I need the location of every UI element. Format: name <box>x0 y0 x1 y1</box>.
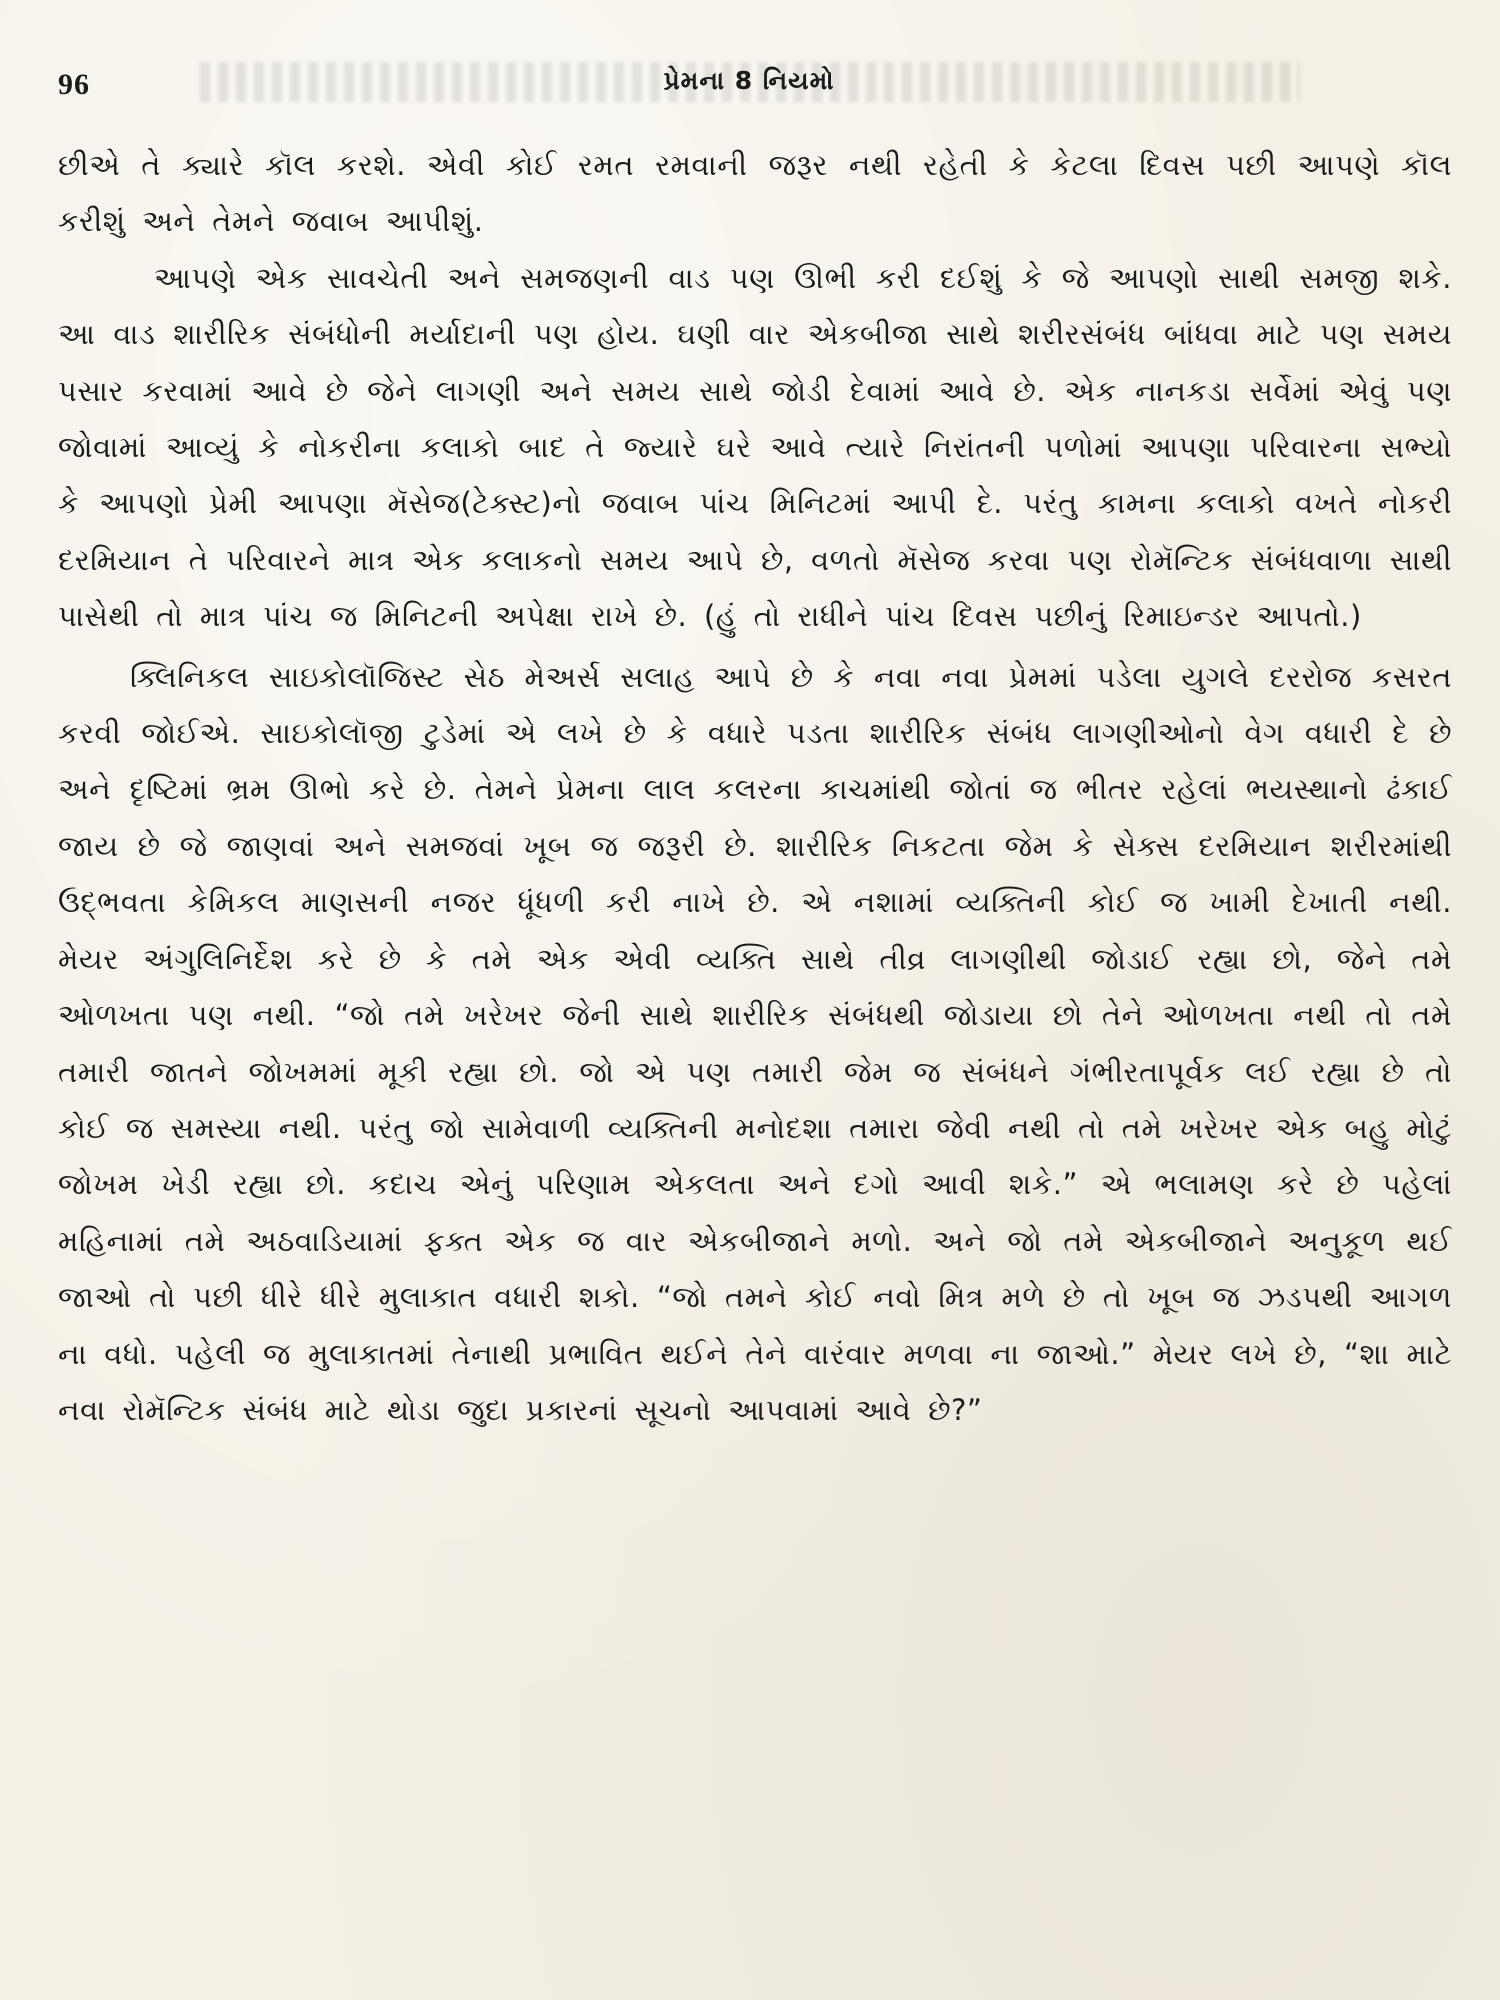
body-text <box>58 137 1452 1987</box>
paragraph: આપણે એક સાવચેતી અને સમજણની વાડ પણ ઊભી કરી દઈશું કે જે આપણો સાથી સમજી શકે. આ વાડ શારીરિક સંબંધોની મર્યાદાની પણ હોય. ઘણી વાર એકબીજા સાથે શરીરસંબંધ બાંધવા માટે પણ સમય પસાર કરવામાં આવે છે જેને લાગણી અને સમય સાથે જોડી દેવામાં આવે છે. એક નાનકડા સર્વેમાં એવું પણ જોવામાં આવ્યું કે નોકરીના કલાકો બાદ તે જ્યારે ઘરે આવે ત્યારે નિરાંતની પળોમાં આપણા પરિવારના સભ્યો કે આપણો પ્રેમી આપણા મૅસેજ(ટેક્સ્ટ)નો જવાબ પાંચ મિનિટમાં આપી દે. પરંતુ કામના કલાકો વખતે નોકરી દરમિયાન તે પરિવારને માત્ર એક કલાકનો સમય આપે છે, વળતો મૅસેજ કરવા પણ રોમૅન્ટિક સંબંધવાળા સાથી પાસેથી તો માત્ર પાંચ જ મિનિટની અપેક્ષા રાખે છે. (હું તો રાધીને પાંચ દિવસ પછીનું રિમાઇન્ડર આપતો.) <box>58 260 1452 634</box>
paragraph: ક્લિનિકલ સાઇકોલૉજિસ્ટ સેઠ મેઅર્સ સલાહ આપે છે કે નવા નવા પ્રેમમાં પડેલા યુગલે દરરોજ કસરત કરવી જોઈએ. સાઇકોલૉજી ટુડેમાં એ લખે છે કે વધારે પડતા શારીરિક સંબંધ લાગણીઓનો વેગ વધારી દે છે અને દૃષ્ટિમાં ભ્રમ ઊભો કરે છે. તેમને પ્રેમના લાલ કલરના કાચમાંથી જોતાં જ ભીતર રહેલાં ભયસ્થાનો ઢંકાઈ જાય છે જે જાણવાં અને સમજવાં ખૂબ જ જરૂરી છે. શારીરિક નિકટતા જેમ કે સેક્સ દરમિયાન શરીરમાંથી ઉદ્ભવતા કેમિકલ માણસની નજર ધૂંધળી કરી નાખે છે. એ નશામાં વ્યક્તિની કોઈ જ ખામી દેખાતી નથી. મેયર અંગુલિનિર્દેશ કરે છે કે તમે એક એવી વ્યક્તિ સાથે તીવ્ર લાગણીથી જોડાઈ રહ્યા છો, જેને તમે ઓળખતા પણ નથી. “જો તમે ખરેખર જેની સાથે શારીરિક સંબંધથી જોડાયા છો તેને ઓળખતા નથી તો તમે તમારી જાતને જોખમમાં મૂકી રહ્યા છો. જો એ પણ તમારી જેમ જ સંબંધને ગંભીરતાપૂર્વક લઈ રહ્યા છે તો કોઈ જ સમસ્યા નથી. પરંતુ જો સામેવાળી વ્યક્તિની મનોદશા તમારા જેવી નથી તો તમે ખરેખર એક બહુ મોટું જોખમ ખેડી રહ્યા છો. કદાચ એનું પરિણામ એકલતા અને દગો આવી શકે.” એ ભલામણ કરે છે પહેલાં મહિનામાં તમે અઠવાડિયામાં ફક્ત એક જ વાર એકબીજાને મળો. અને જો તમે એકબીજાને અનુકૂળ થઈ જાઓ તો પછી ધીરે ધીરે મુલાકાત વધારી શકો. “જો તમને કોઈ નવો મિત્ર મળે છે તો ખૂબ જ ઝડપથી આગળ ના વધો. પહેલી જ મુલાકાતમાં તેનાથી પ્રભાવિત થઈને તેને વારંવાર મળવા ના જાઓ.” મેયર લખે છે, “શા માટે નવા રોમૅન્ટિક સંબંધ માટે થોડા જુદા પ્રકારનાં સૂચનો આપવામાં આવે છે?” <box>58 659 1452 1427</box>
running-title: પ્રેમના 8 નિયમો <box>663 66 835 95</box>
page-header <box>58 62 1440 112</box>
paragraph-continued: છીએ તે ક્યારે કૉલ કરશે. એવી કોઈ રમત રમવાની જરૂર નથી રહેતી કે કેટલા દિવસ પછી આપણે કૉલ કરીશું અને તેમને જવાબ આપીશું. <box>58 148 1452 239</box>
page-number: 96 <box>58 68 90 101</box>
